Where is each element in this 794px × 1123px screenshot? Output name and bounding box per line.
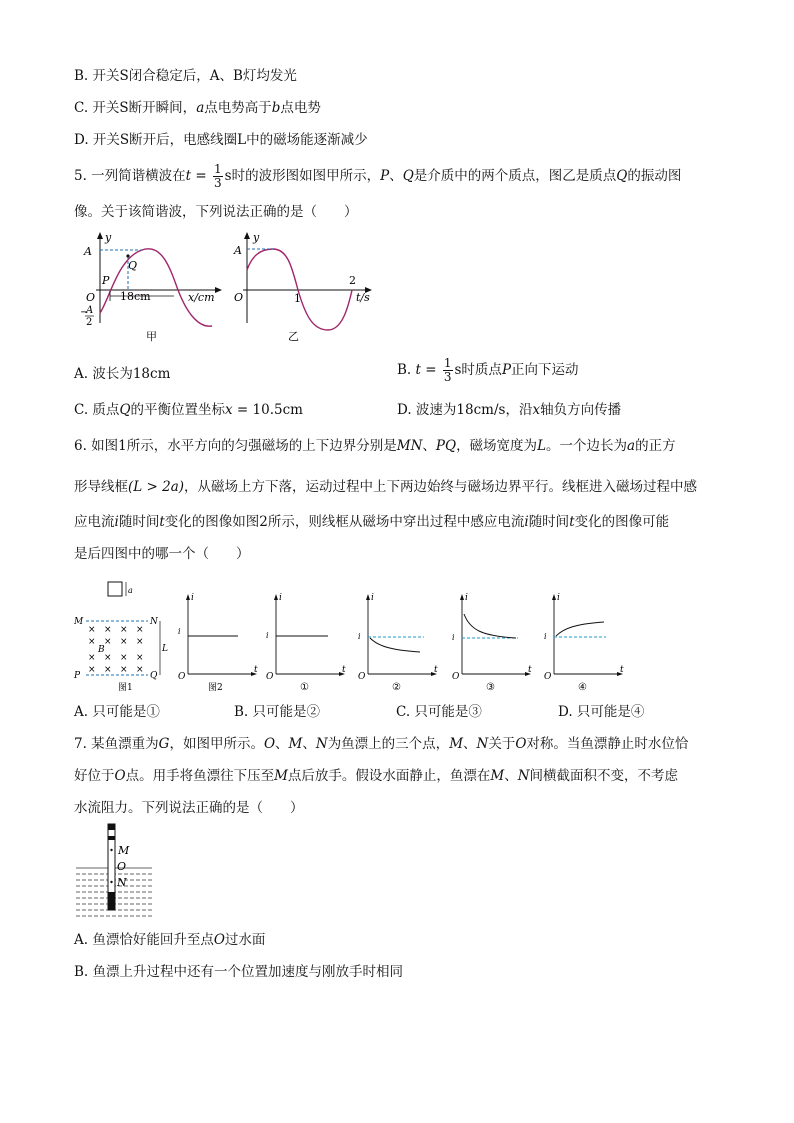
q7-stem-text: 对称。当鱼漂静止时水位恰	[526, 736, 689, 752]
separator: 、	[389, 168, 403, 184]
fraction-denominator: 3	[214, 176, 222, 190]
q7-option-a-text: A. 鱼漂恰好能回升至点	[74, 932, 214, 948]
cross-mark: ×	[88, 625, 96, 635]
origin-label: O	[544, 672, 552, 682]
var-i: i	[524, 514, 529, 530]
var-M: M	[288, 736, 303, 752]
q7-option-a-text: 过水面	[224, 932, 266, 948]
origin-label: O	[358, 672, 366, 682]
label-n: N	[117, 876, 127, 889]
cross-mark: ×	[120, 625, 128, 635]
decaying-curve	[464, 614, 516, 638]
option-graph-3	[452, 593, 532, 693]
point-q-dot	[126, 254, 129, 257]
separator: 、	[504, 768, 518, 784]
i0-label: i	[266, 631, 269, 640]
q5-stem-line1	[74, 162, 681, 190]
q4-option-c-text: 点电势	[280, 100, 321, 116]
t-axis-label: t	[434, 665, 438, 675]
equals-sign: =	[191, 168, 212, 184]
q7-stem-line1	[74, 734, 688, 754]
cross-mark: ×	[136, 653, 144, 663]
wave-curve	[100, 249, 212, 326]
i0-label: i	[358, 632, 361, 641]
cross-mark: ×	[88, 665, 96, 675]
point-p-label: P	[102, 274, 110, 287]
q7-option-b: B. 鱼漂上升过程中还有一个位置加速度与刚放手时相同	[74, 964, 404, 980]
amplitude-label: A	[234, 244, 242, 257]
cross-mark: ×	[136, 625, 144, 635]
q5-option-c-value: = 10.5cm	[232, 402, 303, 418]
q6-option-b: B. 只可能是②	[234, 704, 321, 720]
q7-stem-text: 点。用手将鱼漂往下压至	[125, 768, 275, 784]
origin-label: O	[266, 672, 274, 682]
var-G: G	[158, 736, 170, 752]
var-Q: Q	[616, 168, 628, 184]
separator: 、	[422, 438, 436, 454]
y-label: y	[105, 231, 112, 244]
y-label: y	[253, 231, 260, 244]
var-M: M	[449, 736, 464, 752]
q6-stem-text: 的正方	[635, 438, 676, 454]
var-t: t	[159, 514, 165, 530]
var-M: M	[274, 768, 288, 784]
i-axis-arrow	[460, 594, 464, 600]
q4-option-b: B. 开关S闭合稳定后，A、B灯均发光	[74, 68, 297, 84]
origin-label: O	[86, 291, 96, 304]
i-axis-label: i	[465, 593, 468, 603]
separator: 、	[463, 736, 477, 752]
i0-label: i	[452, 633, 455, 642]
q5-option-a: A. 波长为18cm	[74, 366, 171, 382]
label-o: O	[117, 860, 127, 873]
var-P: P	[501, 362, 512, 378]
var-N: N	[476, 736, 489, 752]
t-axis-label: t	[620, 665, 624, 675]
field-label-b: B	[98, 645, 105, 655]
q5-stem-text: s时的波形图如图甲所示，	[224, 168, 381, 184]
var-N: N	[315, 736, 328, 752]
caption-figure-2: 图2	[208, 683, 223, 693]
i-axis-label: i	[557, 593, 560, 603]
q6-stem-line4: 是后四图中的哪一个（ ）	[74, 546, 250, 562]
var-Q: Q	[402, 168, 414, 184]
label-m: M	[118, 844, 130, 857]
t-axis-label: t/s	[356, 291, 370, 304]
fishing-float-figure	[74, 822, 154, 920]
q6-option-d: D. 只可能是④	[558, 704, 645, 720]
float-top-cap	[108, 824, 115, 830]
amplitude-label: A	[84, 245, 92, 258]
square-loop	[108, 582, 122, 596]
q6-stem-text: 变化的图像如图2所示，则线框从磁场中穿出过程中感应电流	[164, 514, 525, 530]
q5-stem-text: 的振动图	[627, 168, 682, 184]
q5-option-b-text: s时质点	[454, 362, 502, 378]
var-i: i	[114, 514, 119, 530]
q5-option-b	[397, 356, 579, 384]
x-axis-arrow	[215, 287, 222, 293]
var-PQ: PQ	[435, 438, 457, 454]
q7-stem-text: ，如图甲所示。	[169, 736, 264, 752]
q6-figures	[68, 576, 628, 696]
side-length-label: a	[128, 586, 133, 595]
q6-stem-text: 形导线框	[74, 479, 128, 495]
caption-option-4: ④	[578, 682, 587, 693]
equals-sign: =	[420, 362, 441, 378]
caption-figure-1: 图1	[118, 683, 133, 693]
increasing-curve	[556, 622, 604, 636]
negative-sign: −	[80, 307, 89, 318]
width-label: L	[162, 644, 168, 654]
q4-option-c-text: C. 开关S断开瞬间，	[74, 100, 197, 116]
label-p: P	[74, 671, 81, 681]
figure-caption-yi: 乙	[288, 330, 299, 343]
origin-label: O	[234, 291, 244, 304]
q5-option-d-text: 轴负方向传播	[540, 402, 622, 418]
fraction-one-third	[443, 357, 453, 384]
var-x: x	[532, 402, 541, 418]
cross-mark: ×	[88, 637, 96, 647]
i-axis-arrow	[186, 594, 190, 600]
figure-2-graph	[178, 593, 258, 693]
i0-label: i	[544, 632, 547, 641]
separator: 、	[275, 736, 289, 752]
var-t: t	[415, 362, 421, 378]
point-q-label: Q	[128, 259, 138, 272]
i0-label: i	[178, 627, 181, 636]
field-cross-marks	[88, 625, 144, 675]
var-b: b	[271, 100, 281, 116]
var-a: a	[627, 438, 636, 454]
separator: 、	[302, 736, 316, 752]
decreasing-curve	[370, 638, 420, 652]
var-MN: MN	[396, 438, 423, 454]
q7-stem-text: 点后放手。假设水面静止，鱼漂在	[287, 768, 491, 784]
var-O: O	[515, 736, 527, 752]
i-axis-arrow	[366, 594, 370, 600]
var-N: N	[517, 768, 530, 784]
label-m: M	[74, 617, 84, 627]
var-M: M	[490, 768, 505, 784]
i-axis-label: i	[191, 593, 194, 603]
q5-option-b-text: 正向下运动	[511, 362, 579, 378]
t-axis-label: t	[254, 665, 258, 675]
q7-stem-line3: 水流阻力。下列说法正确的是（ ）	[74, 800, 304, 816]
point-m-dot	[110, 849, 112, 851]
q7-stem-text: 7. 某鱼漂重为	[74, 736, 159, 752]
q6-stem-text: 随时间	[118, 514, 160, 530]
neg-half-amplitude-num: A	[86, 305, 94, 316]
cross-mark: ×	[104, 637, 112, 647]
q5-option-c-text: C. 质点	[74, 402, 120, 418]
q6-stem-line1	[74, 436, 676, 456]
tick-label-1: 1	[294, 292, 301, 305]
wave-graph-figure	[70, 228, 230, 346]
fraction-one-third	[213, 163, 223, 190]
i-axis-arrow	[552, 594, 556, 600]
cross-mark: ×	[120, 653, 128, 663]
q4-option-d: D. 开关S断开后，电感线圈L中的磁场能逐渐减少	[74, 132, 368, 148]
q6-option-a: A. 只可能是①	[74, 704, 160, 720]
q7-stem-text: 好位于	[74, 768, 115, 784]
caption-option-1: ①	[300, 682, 309, 693]
i-axis-label: i	[279, 593, 282, 603]
var-P: P	[380, 168, 390, 184]
q7-stem-text: 间横截面积不变，不考虑	[529, 768, 679, 784]
condition-l-gt-2a: (L > 2a)	[128, 479, 185, 495]
option-graph-1	[266, 593, 346, 693]
t-axis-label: t	[528, 665, 532, 675]
caption-option-2: ②	[392, 682, 401, 693]
q6-stem-text: 随时间	[528, 514, 570, 530]
q6-stem-line3	[74, 512, 669, 532]
y-axis-arrow	[244, 232, 250, 239]
cross-mark: ×	[104, 625, 112, 635]
var-x: x	[225, 402, 233, 418]
cross-mark: ×	[88, 653, 96, 663]
origin-label: O	[452, 672, 460, 682]
i-axis-label: i	[371, 593, 374, 603]
var-O: O	[114, 768, 126, 784]
t-axis-label: t	[342, 665, 346, 675]
q7-stem-text: 关于	[488, 736, 516, 752]
cross-mark: ×	[136, 665, 144, 675]
q5-option-c-text: 的平衡位置坐标	[130, 402, 226, 418]
q5-option-b-text: B.	[397, 362, 416, 378]
var-Q: Q	[119, 402, 131, 418]
q5-stem-line2: 像。关于该简谐波，下列说法正确的是（ ）	[74, 204, 358, 220]
x-axis-label: x/cm	[188, 291, 215, 304]
q4-option-c	[74, 98, 321, 118]
option-graph-4	[544, 593, 624, 693]
float-band	[108, 836, 115, 840]
caption-option-3: ③	[486, 682, 495, 693]
q6-stem-text: 应电流	[74, 514, 115, 530]
var-O: O	[213, 932, 225, 948]
q6-stem-text: 变化的图像可能	[574, 514, 670, 530]
q7-stem-text: 为鱼漂上的三个点，	[327, 736, 450, 752]
figure-1-magnetic-field	[73, 582, 168, 693]
q7-stem-line2	[74, 766, 678, 786]
point-n-dot	[110, 881, 112, 883]
vibration-graph-figure	[230, 228, 380, 346]
q5-option-c	[74, 400, 303, 420]
var-t: t	[569, 514, 575, 530]
q5-stem-text: 是介质中的两个质点，图乙是质点	[413, 168, 617, 184]
var-L: L	[537, 438, 547, 454]
fraction-numerator: 1	[214, 162, 222, 176]
q6-option-c: C. 只可能是③	[396, 704, 482, 720]
cross-mark: ×	[104, 653, 112, 663]
float-bottom-weight	[108, 892, 115, 910]
q6-stem-text: 6. 如图1所示，水平方向的匀强磁场的上下边界分别是	[74, 438, 397, 454]
var-a: a	[196, 100, 205, 116]
origin-label: O	[178, 672, 186, 682]
cross-mark: ×	[136, 637, 144, 647]
fraction-numerator: 1	[443, 356, 452, 370]
option-graph-2	[358, 593, 438, 693]
q4-option-c-text: 点电势高于	[204, 100, 272, 116]
label-q: Q	[150, 671, 158, 681]
var-O: O	[263, 736, 276, 752]
q6-stem-line2	[74, 477, 697, 497]
i-axis-arrow	[274, 594, 278, 600]
q5-option-d-text: D. 波速为18cm/s，沿	[397, 402, 533, 418]
q6-stem-text: 。一个边长为	[546, 438, 628, 454]
fraction-denominator: 3	[443, 370, 452, 384]
q6-stem-text: ，从磁场上方下落，运动过程中上下两边始终与磁场边界平行。线框进入磁场过程中感	[184, 479, 698, 495]
tick-label-2: 2	[349, 274, 356, 287]
neg-half-amplitude-den: 2	[86, 317, 93, 328]
label-n: N	[150, 617, 158, 627]
y-axis-arrow	[97, 232, 103, 239]
q6-stem-text: ，磁场宽度为	[456, 438, 538, 454]
figure-caption-jia: 甲	[146, 330, 157, 343]
q5-option-d	[397, 400, 621, 420]
var-t: t	[185, 168, 192, 184]
cross-mark: ×	[120, 665, 128, 675]
cross-mark: ×	[104, 665, 112, 675]
q7-option-a	[74, 930, 265, 950]
q5-stem-text: 5. 一列简谐横波在	[74, 168, 186, 184]
distance-label: 18cm	[120, 290, 151, 303]
cross-mark: ×	[120, 637, 128, 647]
